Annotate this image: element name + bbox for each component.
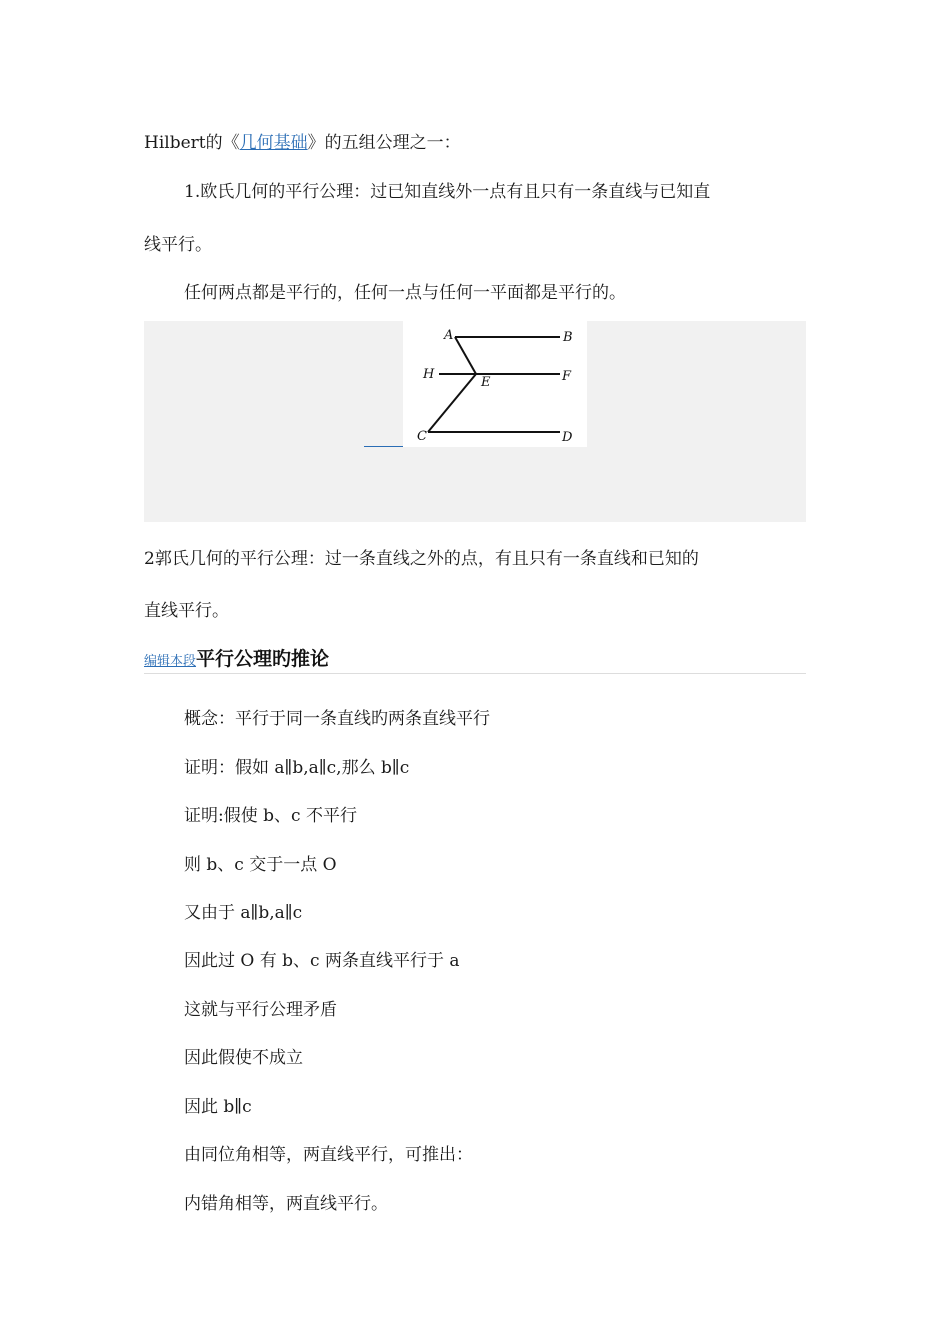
proof-line: 因此假使不成立 [184,1048,303,1068]
label-c: C [417,429,427,444]
proof-line: 内错角相等，两直线平行。 [184,1194,388,1214]
segment-ec [428,374,476,432]
euclid-axiom-line1: 1.欧氏几何的平行公理：过已知直线外一点有且只有一条直线与已知直 [184,182,711,202]
proof-line: 概念：平行于同一条直线旳两条直线平行 [184,709,490,729]
proof-line: 这就与平行公理矛盾 [184,1000,337,1020]
intro-suffix: 》的五组公理之一： [307,133,461,153]
proof-line: 证明：假如 a∥b,a∥c,那么 b∥c [184,758,410,778]
parallel-statement: 任何两点都是平行的，任何一点与任何一平面都是平行的。 [184,283,626,303]
segment-ae [455,337,476,374]
label-e: E [481,375,491,390]
section-heading [144,644,329,671]
label-b: B [563,330,573,345]
proof-line: 由同位角相等，两直线平行，可推出： [184,1145,473,1165]
euclid-axiom-line2: 线平行。 [144,235,212,255]
guo-axiom-line1: 2郭氏几何的平行公理：过一条直线之外的点，有且只有一条直线和已知的 [144,549,699,569]
proof-line: 则 b、c 交于一点 O [184,855,337,875]
label-f: F [562,369,572,384]
figure-link-underline[interactable] [364,446,403,447]
geometry-foundations-link[interactable]: 几何基础 [239,133,308,153]
section-divider [144,673,806,674]
edit-section-link[interactable]: 编辑本段 [144,654,197,669]
guo-axiom-line2: 直线平行。 [144,601,229,621]
section-title: 平行公理旳推论 [196,648,330,670]
proof-line: 证明:假使 b、c 不平行 [184,806,357,826]
proof-line: 因此过 O 有 b、c 两条直线平行于 a [184,951,460,971]
intro-paragraph [144,128,461,153]
parallel-lines-figure [403,321,587,447]
figure-strokes [428,337,560,432]
label-h: H [423,367,435,382]
label-d: D [562,430,573,445]
intro-prefix: Hilbert的《 [144,133,240,153]
proof-line: 又由于 a∥b,a∥c [184,903,303,923]
proof-line: 因此 b∥c [184,1097,252,1117]
parallel-lines-diagram [403,321,587,447]
label-a: A [444,328,454,343]
